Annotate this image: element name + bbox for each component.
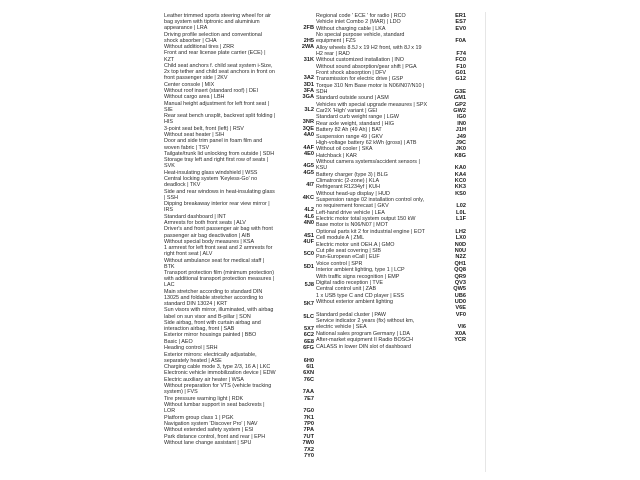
equipment-description: Central control unit | ZAB	[316, 286, 377, 293]
equipment-row	[164, 132, 314, 138]
equipment-description: Without cargo area | LBH	[164, 94, 225, 101]
equipment-description: Front shock absorption | DFV	[316, 69, 387, 76]
equipment-description: Interior ambient lighting, type 1 | LCP	[316, 267, 405, 274]
right-column	[316, 13, 466, 350]
equipment-row	[164, 258, 314, 270]
equipment-description: Tailgate/trunk lid unlocking from outside | SDH	[164, 150, 275, 157]
equipment-row	[316, 70, 466, 76]
equipment-row	[316, 242, 466, 248]
option-code: KA4	[454, 171, 466, 178]
option-code: YCR	[454, 337, 466, 344]
option-code: UB6	[454, 292, 466, 299]
option-code: 7W0	[302, 440, 314, 447]
option-code: QR9	[454, 273, 466, 280]
left-column	[164, 13, 314, 459]
option-code: KA0	[454, 165, 466, 172]
option-code: QV3	[454, 279, 466, 286]
option-code: 4AF	[303, 144, 314, 151]
equipment-description: Without sound absorption/gear shift | PGA	[316, 63, 417, 70]
equipment-description: Voice control | SPR	[316, 260, 363, 267]
equipment-row	[164, 32, 314, 44]
equipment-description: Front and rear license plate carrier (ECE) | KZT	[164, 50, 266, 63]
equipment-row	[164, 101, 314, 113]
option-code: IN0	[457, 120, 466, 127]
option-code: GW2	[453, 107, 466, 114]
equipment-description: Without special body measures | KSA	[164, 238, 255, 245]
equipment-description: Central locking system 'Keyless-Go' no deadlock | TKV	[164, 176, 258, 189]
equipment-description: Climatronic (2-zone) | KLA	[316, 177, 380, 184]
equipment-row	[164, 402, 314, 414]
equipment-description: Car2X 'High' variant | GEI	[316, 107, 378, 114]
option-code: KC0	[454, 177, 466, 184]
equipment-description: Tire pressure warning light | RDK	[164, 395, 244, 402]
option-code: 5J8	[304, 282, 314, 289]
equipment-row	[164, 383, 314, 395]
option-code: 3GA	[302, 94, 314, 101]
equipment-description: Refrigerant R1234yf | KUH	[316, 184, 381, 191]
equipment-row	[164, 370, 314, 376]
equipment-row	[316, 26, 466, 32]
option-code: 4E0	[304, 150, 314, 157]
option-code: QQ8	[454, 267, 466, 274]
equipment-description: Vehicles with special upgrade measures | SPX	[316, 101, 428, 108]
equipment-row	[316, 274, 466, 280]
equipment-row	[316, 248, 466, 254]
option-code: 3L2	[304, 106, 314, 113]
equipment-row	[164, 63, 314, 81]
equipment-description: Battery charger (type 3) | BLG	[316, 171, 388, 178]
equipment-description: Without seat heater | SIH	[164, 132, 225, 139]
equipment-row	[316, 172, 466, 178]
equipment-row	[316, 318, 466, 330]
equipment-description: Dipping breakaway interior rear view mirror | IRS	[164, 201, 270, 214]
option-code: KS0	[455, 190, 466, 197]
equipment-row	[164, 50, 314, 62]
equipment-description: Suspension range 02 installation control only, no requirement forecast | GKV	[316, 197, 425, 210]
equipment-row	[164, 94, 314, 100]
option-code: 7X2	[304, 446, 314, 453]
option-code: ES7	[455, 19, 466, 26]
equipment-row	[316, 102, 466, 108]
equipment-description: Child seat anchors f. child seat system i-Size, 2x top tether and child seat anchors in front on front passenger side | 2KV	[164, 62, 275, 82]
equipment-description: Without roof insert (standard roof) | DEI	[164, 87, 258, 94]
equipment-row	[164, 332, 314, 338]
equipment-row	[316, 254, 466, 260]
equipment-row	[316, 235, 466, 241]
equipment-description: Storage tray left and right first row of seats | SVK	[164, 157, 269, 170]
equipment-row	[316, 57, 466, 63]
equipment-row	[316, 13, 466, 19]
option-code: 6XN	[303, 370, 314, 377]
equipment-description: Basic | AEO	[164, 338, 193, 345]
equipment-row	[316, 178, 466, 184]
equipment-row	[164, 82, 314, 88]
equipment-description: Navigation system 'Discover Pro' | NAV	[164, 420, 258, 427]
option-code: QW5	[453, 286, 466, 293]
equipment-row	[316, 267, 466, 273]
equipment-description: Battery 82 Ah (49 Ah) | BAT	[316, 127, 382, 134]
equipment-row	[164, 427, 314, 433]
equipment-description: Heat-insulating glass windshield | WSS	[164, 169, 258, 176]
equipment-row	[316, 32, 466, 44]
equipment-row	[164, 307, 314, 319]
option-code: G01	[455, 69, 466, 76]
equipment-row	[316, 121, 466, 127]
equipment-description: 1 armrest for left front seat and 2 armrests for right front seat | ALV	[164, 245, 273, 258]
equipment-description: Standard dashboard | INT	[164, 213, 226, 220]
equipment-description: High-voltage battery 62 kWh (gross) | ATB	[316, 139, 417, 146]
equipment-row	[316, 331, 466, 337]
equipment-description: Side and rear windows in heat-insulating glass | SSH	[164, 188, 275, 201]
option-code: 7AA	[302, 389, 314, 396]
option-code: 3FA	[303, 87, 314, 94]
equipment-row	[316, 146, 466, 152]
equipment-description: Without camera systems/accident sensors | KSU	[316, 159, 420, 172]
equipment-description: Suspension range 49 | GKV	[316, 133, 383, 140]
equipment-description: CALASS in lower DIN slot of dashboard	[316, 343, 411, 350]
equipment-description: Service indicator 2 years (fix) without km, electric vehicle | SEA	[316, 318, 415, 331]
option-code: 2WA	[301, 44, 314, 51]
option-code: 4L6	[304, 213, 314, 220]
equipment-row	[164, 434, 314, 440]
option-code: F10	[456, 63, 466, 70]
equipment-description: Without charging cable | LKA	[316, 25, 386, 32]
equipment-row	[316, 127, 466, 133]
equipment-row	[316, 216, 466, 222]
equipment-description: Regional code ' ECE ' for radio | RCO	[316, 13, 406, 19]
option-code: UD0	[454, 299, 466, 306]
option-code: J49	[456, 133, 466, 140]
option-code: 3A2	[303, 75, 314, 82]
equipment-description: Standard pedal cluster | PAW	[316, 311, 387, 318]
option-code: G3E	[454, 88, 466, 95]
equipment-description: Heading control | SRH	[164, 345, 218, 352]
equipment-row	[316, 153, 466, 159]
equipment-row	[164, 157, 314, 169]
equipment-description: Driver's and front passenger air bag with front passenger air bag deactivation | AIB	[164, 226, 273, 239]
equipment-row	[164, 377, 314, 383]
equipment-row	[164, 176, 314, 188]
option-code: LH2	[455, 228, 466, 235]
option-code: V6E	[455, 305, 466, 312]
equipment-description: No special purpose vehicle, standard equipment | FZS	[316, 32, 405, 45]
option-code: 7Y0	[304, 452, 314, 459]
equipment-description: Sun visors with mirror, illuminated, with airbag label on sun visor and B-pillar | SON	[164, 307, 274, 320]
equipment-row	[316, 114, 466, 120]
equipment-description: Exterior mirrors: electrically adjustable, separately heated | ASE	[164, 351, 257, 364]
option-code: 2H5	[303, 37, 314, 44]
equipment-row	[164, 440, 314, 446]
equipment-row	[164, 245, 314, 257]
option-code: GM1	[453, 95, 466, 102]
option-code: J1H	[455, 127, 466, 134]
equipment-row	[316, 280, 466, 286]
equipment-description: Driving profile selection and conventional shock absorber | CHA	[164, 31, 262, 44]
equipment-description: National sales program Germany | LDA	[316, 330, 410, 337]
equipment-row	[316, 159, 466, 171]
option-code: F0A	[455, 38, 466, 45]
option-code: VI6	[457, 324, 466, 331]
option-code: 7G0	[303, 408, 314, 415]
equipment-row	[164, 289, 314, 307]
equipment-row	[164, 396, 314, 402]
equipment-row	[164, 453, 314, 459]
equipment-row	[316, 140, 466, 146]
equipment-description: Without lumbar support in seat backrests | LOR	[164, 402, 265, 415]
equipment-row	[316, 19, 466, 25]
option-code: 4I7	[306, 182, 314, 189]
option-code: 5X7	[304, 326, 314, 332]
option-code: J9C	[455, 139, 466, 146]
option-code: 5K7	[303, 301, 314, 308]
option-code: FC0	[455, 57, 466, 64]
equipment-row	[164, 270, 314, 288]
equipment-description: Without oil cooler | SKA	[316, 146, 373, 153]
equipment-description: Platform group class 1 | PGK	[164, 414, 234, 421]
option-code: 7E7	[304, 395, 314, 402]
equipment-row	[164, 226, 314, 238]
equipment-description: Pan-European eCall | EUF	[316, 254, 380, 261]
equipment-row	[316, 191, 466, 197]
option-code: 4UF	[303, 238, 314, 245]
option-code: 4G5	[303, 163, 314, 170]
equipment-description: Electric auxiliary air heater | WSA	[164, 376, 244, 383]
option-code: 6E8	[304, 338, 314, 345]
equipment-description: Without lane change assistant | SPU	[164, 440, 252, 447]
equipment-row	[316, 344, 466, 350]
equipment-description: Electric motor unit OEH.A | GMO	[316, 241, 395, 248]
equipment-row	[316, 312, 466, 318]
equipment-row	[316, 134, 466, 140]
option-code: K8G	[454, 152, 466, 159]
equipment-row	[164, 220, 314, 226]
option-code: N0U	[454, 247, 466, 254]
equipment-description: Alloy wheels 8.5J x 19 H2 front, with 8J x 19 H2 rear | RAD	[316, 44, 422, 57]
option-code: 4S1	[304, 232, 314, 239]
equipment-description: Cut pile seat covering | SIB	[316, 247, 381, 254]
equipment-description: Charging cable mode 3, type 2/3, 16 A | LKC	[164, 364, 271, 371]
equipment-description: Without head-up display | HUD	[316, 190, 390, 197]
option-code: GP2	[454, 101, 466, 108]
equipment-row	[164, 415, 314, 421]
equipment-row	[164, 126, 314, 132]
equipment-description: Standard outside sound | ASM	[316, 95, 389, 102]
equipment-description: Rear axle weight, standard | HIG	[316, 120, 395, 127]
equipment-row	[164, 88, 314, 94]
equipment-row	[316, 293, 466, 299]
equipment-row	[164, 44, 314, 50]
equipment-row	[164, 113, 314, 125]
equipment-description: Electric motor total system output 150 kW	[316, 216, 416, 223]
page-edge-divider	[485, 12, 486, 472]
equipment-description: With traffic signs recognition | EMP	[316, 273, 400, 280]
option-code: 3D1	[303, 81, 314, 88]
option-code: 7UT	[303, 433, 314, 440]
equipment-description: Transmission for electric drive | GSP	[316, 76, 404, 83]
equipment-row	[316, 95, 466, 101]
equipment-row	[164, 239, 314, 245]
option-code: 7K1	[303, 414, 314, 421]
option-code: ER1	[455, 13, 466, 19]
option-code: L0L	[456, 209, 466, 216]
option-code: JK0	[455, 146, 466, 153]
option-code: 6C2	[303, 332, 314, 339]
equipment-description: Hatchback | KAR	[316, 152, 357, 159]
equipment-row	[164, 138, 314, 150]
option-code: IG0	[456, 114, 466, 121]
equipment-description: Without ambulance seat for medical staff | BTK	[164, 257, 265, 270]
equipment-description: Base motor is N06/N07 | MOT	[316, 222, 389, 229]
option-code: 7PA	[303, 427, 314, 434]
option-code: X0A	[455, 330, 466, 337]
equipment-row	[316, 261, 466, 267]
equipment-description: After-market equipment II Radio BOSCH	[316, 337, 414, 344]
equipment-row	[164, 189, 314, 201]
equipment-row	[164, 447, 314, 453]
equipment-row	[164, 201, 314, 213]
option-code: N0D	[454, 241, 466, 248]
equipment-description: Electronic vehicle immobilization device | EDW	[164, 370, 276, 377]
equipment-row	[316, 337, 466, 343]
equipment-row	[164, 345, 314, 351]
option-code: 76C	[303, 376, 314, 383]
equipment-description: Manual height adjustment for left front seat | SIE	[164, 100, 270, 113]
equipment-row	[316, 45, 466, 57]
equipment-row	[316, 197, 466, 209]
equipment-row	[316, 299, 466, 305]
equipment-description: Main stretcher according to standard DIN 13025 and foldable stretcher according to standard DIN 13024 | KRT	[164, 288, 264, 308]
equipment-description: Park distance control, front and rear | EPH	[164, 433, 266, 440]
equipment-description: Exterior mirror housings painted | BBO	[164, 332, 257, 339]
equipment-row	[164, 13, 314, 31]
equipment-description: Vehicle inlet Combo 2 (MAR) | LDO	[316, 19, 401, 26]
option-code: 4L2	[304, 207, 314, 214]
equipment-row	[316, 83, 466, 95]
option-code: 6H0	[303, 357, 314, 364]
equipment-description: Standard curb weight range | LGW	[316, 114, 399, 121]
equipment-description: Without exterior ambient lighting	[316, 299, 394, 306]
equipment-row	[164, 421, 314, 427]
option-code: 5LC	[303, 313, 314, 320]
option-code: G12	[455, 76, 466, 83]
equipment-description: Digital radio reception | TVE	[316, 279, 383, 286]
equipment-description: Torque 310 Nm Base motor is N06/N07/N10 | SDH	[316, 82, 425, 95]
equipment-row	[316, 305, 466, 311]
option-code: LX0	[455, 235, 466, 242]
option-code: 5D1	[303, 263, 314, 270]
option-code: 2FB	[303, 25, 314, 32]
equipment-description: Leather trimmed sports steering wheel for air bag system with tiptronic and aluminium appearance | LRA	[164, 13, 271, 32]
option-code: 6I1	[306, 364, 314, 371]
option-code: N2Z	[455, 254, 466, 261]
equipment-description: Side airbag, front with curtain airbag and interaction airbag, front | SAB	[164, 319, 261, 332]
equipment-row	[164, 339, 314, 345]
option-code: QH1	[454, 260, 466, 267]
equipment-row	[164, 151, 314, 157]
equipment-description: Without additional tires | ZRR	[164, 44, 235, 51]
equipment-row	[316, 108, 466, 114]
equipment-row	[316, 229, 466, 235]
equipment-description: Without extended safety system | ESI	[164, 427, 254, 434]
equipment-description: 3-point seat belt, front (left) | RSV	[164, 125, 244, 132]
equipment-description: Without customized installation | INO	[316, 57, 404, 64]
equipment-description: Left-hand drive vehicle | LEA	[316, 209, 385, 216]
equipment-row	[164, 364, 314, 370]
option-code: L1F	[456, 216, 466, 223]
option-code: 31K	[303, 56, 314, 63]
equipment-description: 1 x USB type C and CD player | ESS	[316, 292, 404, 299]
equipment-description: Center console | MIX	[164, 81, 215, 88]
option-code: 4N0	[303, 220, 314, 227]
option-code: VF0	[455, 311, 466, 318]
option-code: KK3	[454, 184, 466, 191]
option-code: 3QE	[302, 125, 314, 132]
option-code: L02	[456, 203, 466, 210]
option-code: 3NR	[302, 119, 314, 126]
equipment-row	[316, 76, 466, 82]
equipment-description: Armrests for both front seats | ALV	[164, 220, 246, 227]
equipment-row	[316, 210, 466, 216]
equipment-row	[164, 170, 314, 176]
equipment-row	[316, 184, 466, 190]
equipment-description: Rear seat bench unsplit, backrest split folding | HIS	[164, 113, 276, 126]
option-code: EV0	[455, 25, 466, 32]
equipment-description: Optional parts kit 2 for industrial engine | EOT	[316, 228, 425, 235]
equipment-row	[164, 352, 314, 364]
option-code: 7P0	[304, 420, 314, 427]
equipment-row	[316, 222, 466, 228]
equipment-row	[316, 286, 466, 292]
option-code: 4A0	[303, 132, 314, 139]
option-code: 6FG	[303, 345, 314, 352]
equipment-description: Cell module A | ZML	[316, 235, 365, 242]
equipment-row	[164, 214, 314, 220]
option-code: 4G5	[303, 169, 314, 176]
equipment-description: Transport protection film (minimum protection) with additional transport protection measures | LAC	[164, 270, 275, 289]
equipment-row	[164, 320, 314, 332]
option-code: F74	[456, 50, 466, 57]
equipment-description: Door and side trim panel in foam film and woven fabric | TSV	[164, 138, 263, 151]
equipment-row	[316, 64, 466, 70]
option-code: 4KC	[302, 194, 314, 201]
equipment-description: Without preparation for VTS (vehicle tracking system) | FVS	[164, 383, 272, 396]
option-code: 5C0	[303, 251, 314, 258]
